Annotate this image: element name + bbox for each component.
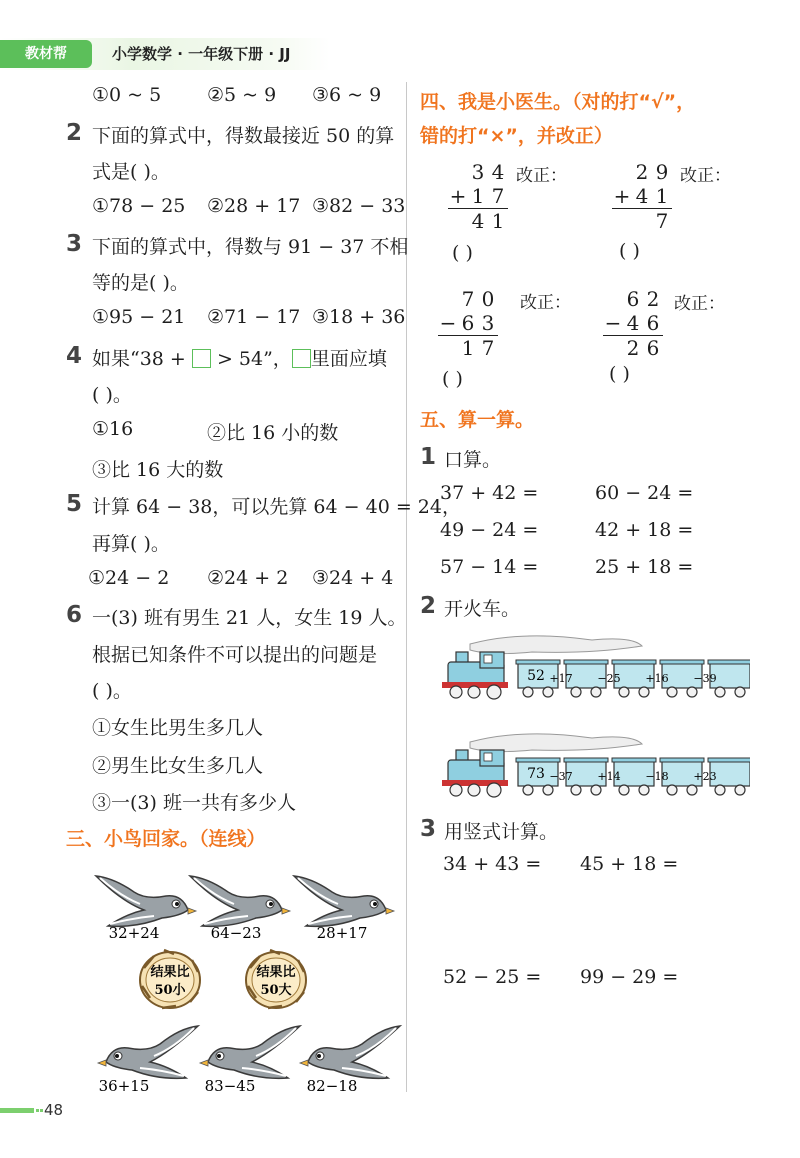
fix-label-4: 改正：: [674, 294, 725, 314]
digit: 6: [646, 311, 660, 335]
oral-item-1: 37 + 42 =: [440, 482, 539, 504]
train-2: [442, 734, 750, 797]
q6-option-2: ②男生比女生多几人: [92, 755, 264, 777]
digit: 1: [461, 336, 475, 360]
train-2-start: 73: [527, 766, 545, 782]
q6-line-2: 根据已知条件不可以提出的问题是: [92, 644, 378, 666]
vertical-item-1: 34 + 43 =: [443, 853, 542, 875]
s1-number: 1: [420, 444, 437, 470]
q3-line-1: 下面的算式中，得数与 91 − 37 不相: [92, 236, 409, 258]
q4-option-3: ③比 16 大的数: [92, 459, 224, 481]
train-1-op-4: −39: [693, 672, 717, 685]
q6-option-1: ①女生比男生多几人: [92, 717, 264, 739]
q4-number: 4: [66, 343, 83, 369]
train-1-op-2: −25: [597, 672, 621, 685]
bird-label-top-1: 32+24: [108, 924, 160, 942]
digit: [632, 209, 652, 233]
digit: 2: [646, 287, 660, 311]
fix-label-1: 改正：: [516, 166, 567, 186]
digit: 7: [491, 184, 505, 208]
bird-label-bottom-1: 36+15: [98, 1077, 150, 1095]
bird-label-bottom-3: 82−18: [306, 1077, 358, 1095]
answer-paren-4[interactable]: ( ): [609, 363, 630, 385]
oral-item-5: 57 − 14 =: [440, 556, 539, 578]
train-2-op-2: +14: [597, 770, 621, 783]
nest-2-line-2: 50大: [260, 983, 292, 998]
answer-paren-3[interactable]: ( ): [442, 368, 463, 390]
q6-number: 6: [66, 602, 83, 628]
section-3-title: 三、小鸟回家。（连线）: [66, 828, 266, 850]
s2-title: 开火车。: [444, 598, 521, 620]
q5-line-2: 再算( )。: [92, 533, 170, 555]
operator: +: [449, 184, 467, 208]
answer-paren-2[interactable]: ( ): [619, 240, 640, 262]
s3-number: 3: [420, 816, 437, 842]
vertical-calc-1: [448, 160, 508, 233]
operator: +: [613, 184, 631, 208]
q3-option-1: ①95 − 21: [92, 306, 186, 328]
q1-option-2: ②5 ~ 9: [207, 84, 277, 106]
section-4-title-line-1: 四、我是小医生。（对的打“√”，: [420, 91, 696, 113]
q4-pre: 如果“38 +: [92, 348, 186, 370]
q6-line-1: 一(3) 班有男生 21 人，女生 19 人。: [92, 607, 407, 629]
operator: −: [439, 311, 457, 335]
q2-line-2: 式是( )。: [92, 161, 170, 183]
bird-icon: [96, 876, 196, 926]
q3-option-3: ③18 + 36: [312, 306, 406, 328]
digit: 2: [626, 336, 640, 360]
digit: 4: [626, 311, 640, 335]
fix-label-3: 改正：: [520, 293, 571, 313]
train-2-op-1: −37: [549, 770, 573, 783]
bird-icon: [300, 1026, 400, 1078]
header-badge: 教材帮: [0, 40, 92, 68]
oral-item-3: 49 − 24 =: [440, 519, 539, 541]
oral-item-2: 60 − 24 =: [595, 482, 694, 504]
bird-matching-illustration: [60, 858, 405, 1103]
digit: 4: [635, 184, 649, 208]
train-1-start: 52: [527, 668, 545, 684]
answer-paren-1[interactable]: ( ): [452, 242, 473, 264]
answer-box: [292, 349, 311, 368]
page-number-bar: [0, 1108, 34, 1113]
q2-number: 2: [66, 120, 83, 146]
oral-item-6: 25 + 18 =: [595, 556, 694, 578]
digit: 6: [646, 336, 660, 360]
q2-line-1: 下面的算式中，得数最接近 50 的算: [92, 125, 395, 147]
digit: 3: [481, 311, 495, 335]
q1-option-1: ①0 ~ 5: [92, 84, 162, 106]
digit: 7: [655, 209, 669, 233]
section-4-title-line-2: 错的打“×”，并改正）: [420, 125, 613, 147]
q6-option-3: ③一(3) 班一共有多少人: [92, 792, 296, 814]
s2-number: 2: [420, 593, 437, 619]
train-1-op-3: +16: [645, 672, 669, 685]
oral-item-4: 42 + 18 =: [595, 519, 694, 541]
q6-line-3: ( )。: [92, 680, 132, 702]
q5-option-1: ①24 − 2: [88, 567, 170, 589]
vertical-item-4: 99 − 29 =: [580, 966, 679, 988]
digit: 7: [481, 336, 495, 360]
q3-line-2: 等的是( )。: [92, 272, 189, 294]
q4-post: 里面应填: [310, 348, 387, 370]
nest-2-line-1: 结果比: [256, 965, 296, 980]
bird-label-bottom-2: 83−45: [204, 1077, 256, 1095]
vertical-item-2: 45 + 18 =: [580, 853, 679, 875]
nest-1-line-1: 结果比: [150, 965, 190, 980]
page-dot: [40, 1109, 43, 1112]
q3-number: 3: [66, 231, 83, 257]
digit: 7: [461, 287, 475, 311]
s1-title: 口算。: [444, 449, 502, 471]
answer-box: [192, 349, 211, 368]
digit: 1: [491, 209, 505, 233]
q5-option-3: ③24 + 4: [312, 567, 394, 589]
q2-option-2: ②28 + 17: [207, 195, 301, 217]
q5-number: 5: [66, 491, 83, 517]
vertical-calc-2: [612, 160, 672, 233]
digit: 3: [471, 160, 485, 184]
page-dot: [36, 1109, 39, 1112]
train-2-op-4: +23: [693, 770, 717, 783]
q4-option-1: ①16: [92, 418, 134, 440]
digit: 4: [491, 160, 505, 184]
operator: −: [604, 311, 622, 335]
fix-label-2: 改正：: [680, 166, 731, 186]
digit: 6: [461, 311, 475, 335]
bird-icon: [190, 876, 290, 926]
bird-icon: [98, 1026, 198, 1078]
bird-icon: [294, 876, 394, 926]
q4-line-1: [92, 344, 387, 371]
header-title: 小学数学 · 一年级下册 · JJ: [112, 45, 291, 63]
q4-mid: > 54”，: [216, 348, 292, 370]
trains-illustration: [440, 630, 750, 810]
nest-1-line-2: 50小: [154, 983, 186, 998]
q4-option-2: ②比 16 小的数: [207, 422, 339, 444]
q2-option-3: ③82 − 33: [312, 195, 406, 217]
q5-line-1: 计算 64 − 38，可以先算 64 − 40 = 24，: [92, 496, 461, 518]
vertical-item-3: 52 − 25 =: [443, 966, 542, 988]
q5-option-2: ②24 + 2: [207, 567, 289, 589]
digit: 4: [471, 209, 485, 233]
digit: 0: [481, 287, 495, 311]
bird-label-top-2: 64−23: [210, 924, 262, 942]
page-number: 48: [44, 1101, 64, 1119]
digit: 1: [471, 184, 485, 208]
bird-icon: [200, 1026, 300, 1078]
train-1-op-1: +17: [549, 672, 573, 685]
s3-title: 用竖式计算。: [444, 821, 559, 843]
q4-line-2: ( )。: [92, 384, 132, 406]
train-1: [442, 636, 750, 699]
section-5-title: 五、算一算。: [420, 409, 535, 431]
q2-option-1: ①78 − 25: [92, 195, 186, 217]
vertical-calc-4: [603, 287, 663, 360]
digit: 2: [635, 160, 649, 184]
digit: 1: [655, 184, 669, 208]
bird-label-top-3: 28+17: [316, 924, 368, 942]
q3-option-2: ②71 − 17: [207, 306, 301, 328]
digit: 9: [655, 160, 669, 184]
vertical-calc-3: [438, 287, 498, 360]
train-2-op-3: −18: [645, 770, 669, 783]
q1-option-3: ③6 ~ 9: [312, 84, 382, 106]
digit: 6: [626, 287, 640, 311]
